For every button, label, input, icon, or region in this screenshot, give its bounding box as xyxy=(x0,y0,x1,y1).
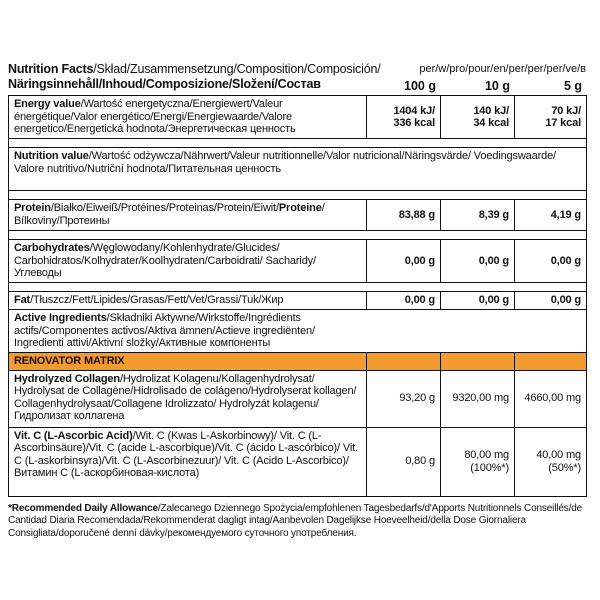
energy-5g xyxy=(515,96,587,139)
vitc-label xyxy=(9,427,367,496)
col-header-10g: 10 g xyxy=(484,79,510,93)
energy-10g-kj: 140 kJ/ xyxy=(473,104,509,117)
protein-5g: 4,19 g xyxy=(515,200,587,231)
title-line-2-text: Näringsinnehåll/Inhoud/Composizione/Složení/Состав xyxy=(8,77,321,91)
title-block xyxy=(8,62,586,92)
active-empty xyxy=(441,310,515,353)
vitc-10g-value: 80,00 mg xyxy=(464,449,509,461)
energy-100g xyxy=(367,96,441,139)
collagen-label-rest: /Hydrolizat Kolagenu/Kollagenhydrolysat/ Hydrolysat de Collagène/Hidrolisado de colágeno/Hydrolyserat kollagen/ Collagenhydrolysaat/Collagene Idrolizzato/ Hydrolyzát kolagenu/Гидролизат коллагена xyxy=(14,372,357,422)
carbs-100g: 0,00 g xyxy=(367,240,441,283)
row-energy xyxy=(9,96,587,139)
row-fat xyxy=(9,292,587,310)
protein-label xyxy=(9,200,367,231)
matrix-cell xyxy=(367,353,441,371)
energy-label-rest: /Wartość energetyczna/Energiewert/Valeur énergétique/Valor energético/Energi/Energiewaarde/Valore energetico/Energetická hodnota/Энергетическая ценность xyxy=(14,98,296,135)
carbs-10g: 0,00 g xyxy=(441,240,515,283)
row-gap xyxy=(9,139,587,148)
col-header-5g: 5 g xyxy=(563,79,582,93)
fat-label-rest: /Tłuszcz/Fett/Lipides/Grasas/Fett/Vet/Grassi/Tuk/Жир xyxy=(30,294,284,306)
carbs-5g: 0,00 g xyxy=(515,240,587,283)
matrix-cell xyxy=(515,353,587,371)
per-label: per/w/pro/pour/en/per/per/per/ve/в xyxy=(419,63,586,75)
vitc-label-rest: /Wit. C (Kwas L-Askorbinowy)/ Vit. C (L-Ascorbinsäure)/Vit. C (acide L-ascorbique)/Vit. C (ácido L-ascórbico)/ Vit. C (L-askorbinsyra)/Vit. C (L-Ascorbinezuur)/ Vit. C (Acido L-Ascorbico)/ Витамин C (L-аскорбиновая-кислота) xyxy=(14,429,358,479)
nutrition-value-label xyxy=(9,148,587,191)
collagen-100g: 93,20 g xyxy=(367,370,441,427)
row-renovator-matrix xyxy=(9,353,587,371)
energy-100g-kj: 1404 kJ/ xyxy=(393,104,435,117)
vitc-100g: 0,80 g xyxy=(367,427,441,496)
nutrition-table xyxy=(8,95,587,497)
title-rest: /Skład/Zusammensetzung/Composition/Composición/ xyxy=(93,62,381,76)
carbs-label xyxy=(9,240,367,283)
protein-label-bold-2: Proteine xyxy=(278,202,322,214)
row-protein xyxy=(9,200,587,231)
collagen-10g: 9320,00 mg xyxy=(441,370,515,427)
fat-label-bold: Fat xyxy=(14,294,31,306)
footnote xyxy=(8,503,586,541)
energy-label-bold: Energy value xyxy=(14,98,81,110)
collagen-5g: 4660,00 mg xyxy=(515,370,587,427)
collagen-label-bold: Hydrolyzed Collagen xyxy=(14,372,120,385)
vitc-10g xyxy=(441,427,515,496)
matrix-label: RENOVATOR MATRIX xyxy=(9,353,367,371)
active-empty xyxy=(515,310,587,353)
matrix-cell xyxy=(441,353,515,371)
row-gap xyxy=(9,231,587,240)
collagen-label xyxy=(9,370,367,427)
protein-label-rest: /Białko/Eiweiß/Protéines/Proteinas/Protein/Eiwit/ xyxy=(50,202,279,214)
footnote-bold: *Recommended Daily Allowance xyxy=(8,502,158,514)
active-label xyxy=(9,310,367,353)
row-nutrition-value xyxy=(9,148,587,191)
energy-100g-kcal: 336 kcal xyxy=(393,117,435,129)
row-hydrolyzed-collagen xyxy=(9,370,587,427)
fat-label xyxy=(9,292,367,310)
fat-5g: 0,00 g xyxy=(515,292,587,310)
protein-100g: 83,88 g xyxy=(367,200,441,231)
vitc-5g xyxy=(515,427,587,496)
carbs-label-rest: /Węglowodany/Kohlenhydrate/Glucides/ Carbohidratos/Kolhydrater/Koolhydraten/Carboidrati/ Sacharidy/Углеводы xyxy=(14,242,316,279)
fat-10g: 0,00 g xyxy=(441,292,515,310)
active-empty xyxy=(367,310,441,353)
vitc-label-bold: Vit. C (L-Ascorbic Acid) xyxy=(14,429,133,442)
carbs-label-bold: Carbohydrates xyxy=(14,242,90,254)
active-label-rest: /Składniki Aktywne/Wirkstoffe/Ingrédients actifs/Componentes activos/Aktiva ämnen/Actieve ingrediënten/ Ingredienti attivi/Aktivní složky/Активные компоненты xyxy=(14,312,315,349)
nutrition-value-rest: /Wartość odżywcza/Nährwert/Valeur nutritionnelle/Valor nutricional/Näringsvärde/ Voedingswaarde/ Valore nutritivo/Nutriční hodnota/Питательная ценность xyxy=(14,150,556,175)
vitc-5g-value: 40,00 mg xyxy=(536,449,581,461)
row-carbohydrates xyxy=(9,240,587,283)
energy-label xyxy=(9,96,367,139)
row-gap xyxy=(9,191,587,200)
vitc-10g-pct: (100%*) xyxy=(470,461,509,474)
nutrition-value-bold: Nutrition value xyxy=(14,150,89,162)
energy-5g-kcal: 17 kcal xyxy=(545,117,581,129)
row-active-ingredients xyxy=(9,310,587,353)
protein-label-bold: Protein xyxy=(14,202,51,214)
title-bold: Nutrition Facts xyxy=(8,62,94,76)
col-header-100g: 100 g xyxy=(404,79,436,93)
energy-10g-kcal: 34 kcal xyxy=(473,117,509,129)
active-label-bold: Active Ingredients xyxy=(14,312,107,324)
protein-label-rest-2: / Bílkoviny/Протеины xyxy=(14,202,325,227)
row-gap xyxy=(9,283,587,292)
vitc-5g-pct: (50%*) xyxy=(548,461,581,474)
fat-100g: 0,00 g xyxy=(367,292,441,310)
row-vitamin-c xyxy=(9,427,587,496)
protein-10g: 8,39 g xyxy=(441,200,515,231)
energy-5g-kj: 70 kJ/ xyxy=(551,104,581,117)
energy-10g xyxy=(441,96,515,139)
footnote-rest: /Zalecanego Dziennego Spożycia/empfohlenen Tagesbedarfs/d'Apports Nutritionnels Conseillés/de Cantidad Diaria Recomendada/Rekommenderat dagligt intag/Aanbevolen Dagelijkse Hoeveelheid/della Dose Giornaliera Consigliata/doporučené denní dávky/рекомендуемого суточного употребления. xyxy=(8,502,583,539)
